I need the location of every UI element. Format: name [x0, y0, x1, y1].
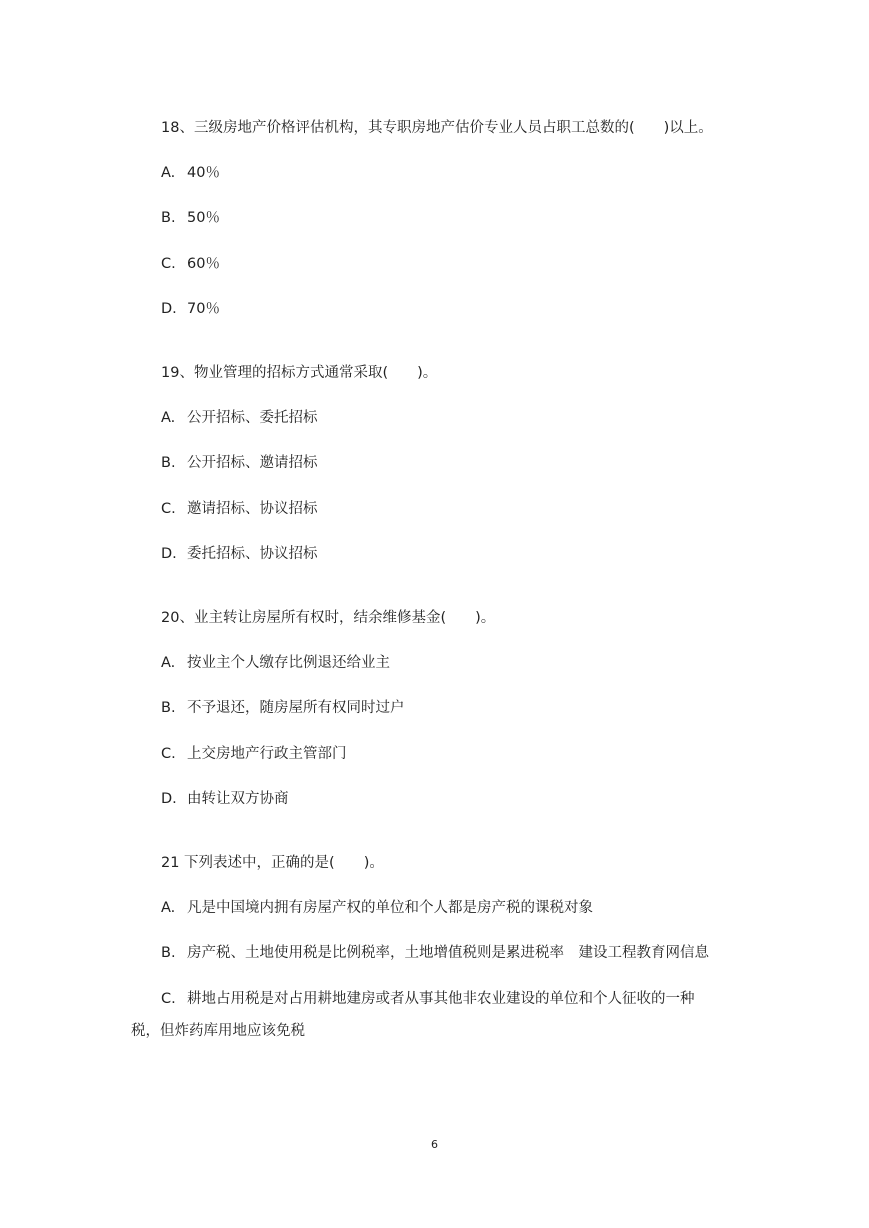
option-text: 60％	[187, 256, 220, 272]
question-21-option-c-continuation: 税，但炸药库用地应该免税	[131, 1023, 305, 1039]
question-18-option-b	[161, 208, 220, 228]
option-letter: C.	[161, 256, 176, 272]
option-letter: D.	[161, 546, 177, 562]
option-text: 40％	[187, 165, 220, 181]
question-20-stem: 20、业主转让房屋所有权时，结余维修基金( )。	[161, 610, 496, 626]
option-text: 不予退还，随房屋所有权同时过户	[187, 700, 405, 716]
question-18-stem: 18、三级房地产价格评估机构，其专职房地产估价专业人员占职工总数的( )以上。	[161, 120, 713, 136]
question-21-option-a	[161, 898, 593, 918]
option-letter: D.	[161, 301, 177, 317]
option-letter: A.	[161, 410, 176, 426]
question-18-option-c	[161, 254, 220, 274]
option-letter: C.	[161, 991, 176, 1007]
option-text: 由转让双方协商	[187, 791, 289, 807]
question-21-option-c	[161, 989, 695, 1009]
option-letter: B.	[161, 210, 176, 226]
option-text: 邀请招标、协议招标	[187, 501, 318, 517]
option-letter: C.	[161, 501, 176, 517]
option-text: 上交房地产行政主管部门	[187, 746, 347, 762]
question-19-option-a	[161, 408, 318, 428]
option-text: 委托招标、协议招标	[187, 546, 318, 562]
option-letter: A.	[161, 165, 176, 181]
option-letter: B.	[161, 945, 176, 961]
question-20-option-a	[161, 653, 390, 673]
option-letter: D.	[161, 791, 177, 807]
question-20-option-c	[161, 744, 347, 764]
question-19-option-b	[161, 453, 318, 473]
option-text: 按业主个人缴存比例退还给业主	[187, 655, 390, 671]
option-letter: B.	[161, 455, 176, 471]
option-letter: A.	[161, 655, 176, 671]
question-21-option-b	[161, 943, 709, 963]
question-18-option-a	[161, 163, 220, 183]
page-number: 6	[431, 1138, 438, 1151]
question-20-option-d	[161, 789, 289, 809]
question-19-stem: 19、物业管理的招标方式通常采取( )。	[161, 365, 438, 381]
option-text: 公开招标、委托招标	[187, 410, 318, 426]
option-text: 耕地占用税是对占用耕地建房或者从事其他非农业建设的单位和个人征收的一种	[187, 991, 695, 1007]
option-text: 公开招标、邀请招标	[187, 455, 318, 471]
option-text: 凡是中国境内拥有房屋产权的单位和个人都是房产税的课税对象	[187, 900, 593, 916]
question-20-option-b	[161, 698, 405, 718]
question-19-option-c	[161, 499, 318, 519]
option-text: 房产税、土地使用税是比例税率，土地增值税则是累进税率 建设工程教育网信息	[187, 945, 709, 961]
option-letter: B.	[161, 700, 176, 716]
option-letter: C.	[161, 746, 176, 762]
question-19-option-d	[161, 544, 318, 564]
option-text: 50％	[187, 210, 220, 226]
question-18-option-d	[161, 299, 220, 319]
option-letter: A.	[161, 900, 176, 916]
question-21-stem: 21 下列表述中，正确的是( )。	[161, 855, 384, 871]
option-text: 70％	[187, 301, 220, 317]
